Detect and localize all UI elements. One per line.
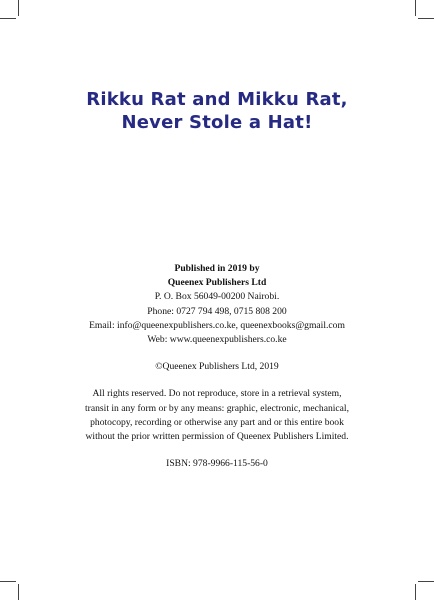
copyright-notice: ©Queenex Publishers Ltd, 2019 (155, 361, 279, 373)
crop-mark-top-left-horizontal (0, 18, 16, 19)
crop-mark-top-right-horizontal (418, 18, 434, 19)
publisher-phone: Phone: 0727 794 498, 0715 808 200 (147, 305, 287, 317)
book-title-line-2: Never Stole a Hat! (121, 112, 313, 133)
crop-mark-top-right-vertical (415, 0, 416, 16)
publisher-address: P. O. Box 56049-00200 Nairobi. (154, 291, 280, 303)
publisher-web: Web: www.queenexpublishers.co.ke (147, 334, 287, 346)
book-title-line-1: Rikku Rat and Mikku Rat, (86, 89, 348, 110)
crop-mark-bottom-right-horizontal (418, 581, 434, 582)
crop-mark-bottom-left-horizontal (0, 581, 16, 582)
publisher-name: Queenex Publishers Ltd (167, 277, 267, 289)
isbn: ISBN: 978-9966-115-56-0 (166, 458, 268, 470)
rights-line-4: without the prior written permission of Queenex Publishers Limited. (85, 431, 349, 443)
book-title (0, 88, 434, 134)
imprint-block (0, 262, 434, 471)
rights-line-2: transit in any form or by any means: graphic, electronic, mechanical, (85, 402, 349, 414)
crop-mark-top-left-vertical (18, 0, 19, 16)
rights-line-3: photocopy, recording or otherwise any part and or this entire book (90, 416, 344, 428)
crop-mark-bottom-right-vertical (415, 584, 416, 600)
published-line: Published in 2019 by (174, 263, 260, 274)
rights-line-1: All rights reserved. Do not reproduce, store in a retrieval system, (92, 388, 342, 400)
publisher-email: Email: info@queenexpublishers.co.ke, queenexbooks@gmail.com (89, 319, 345, 331)
crop-mark-bottom-left-vertical (18, 584, 19, 600)
